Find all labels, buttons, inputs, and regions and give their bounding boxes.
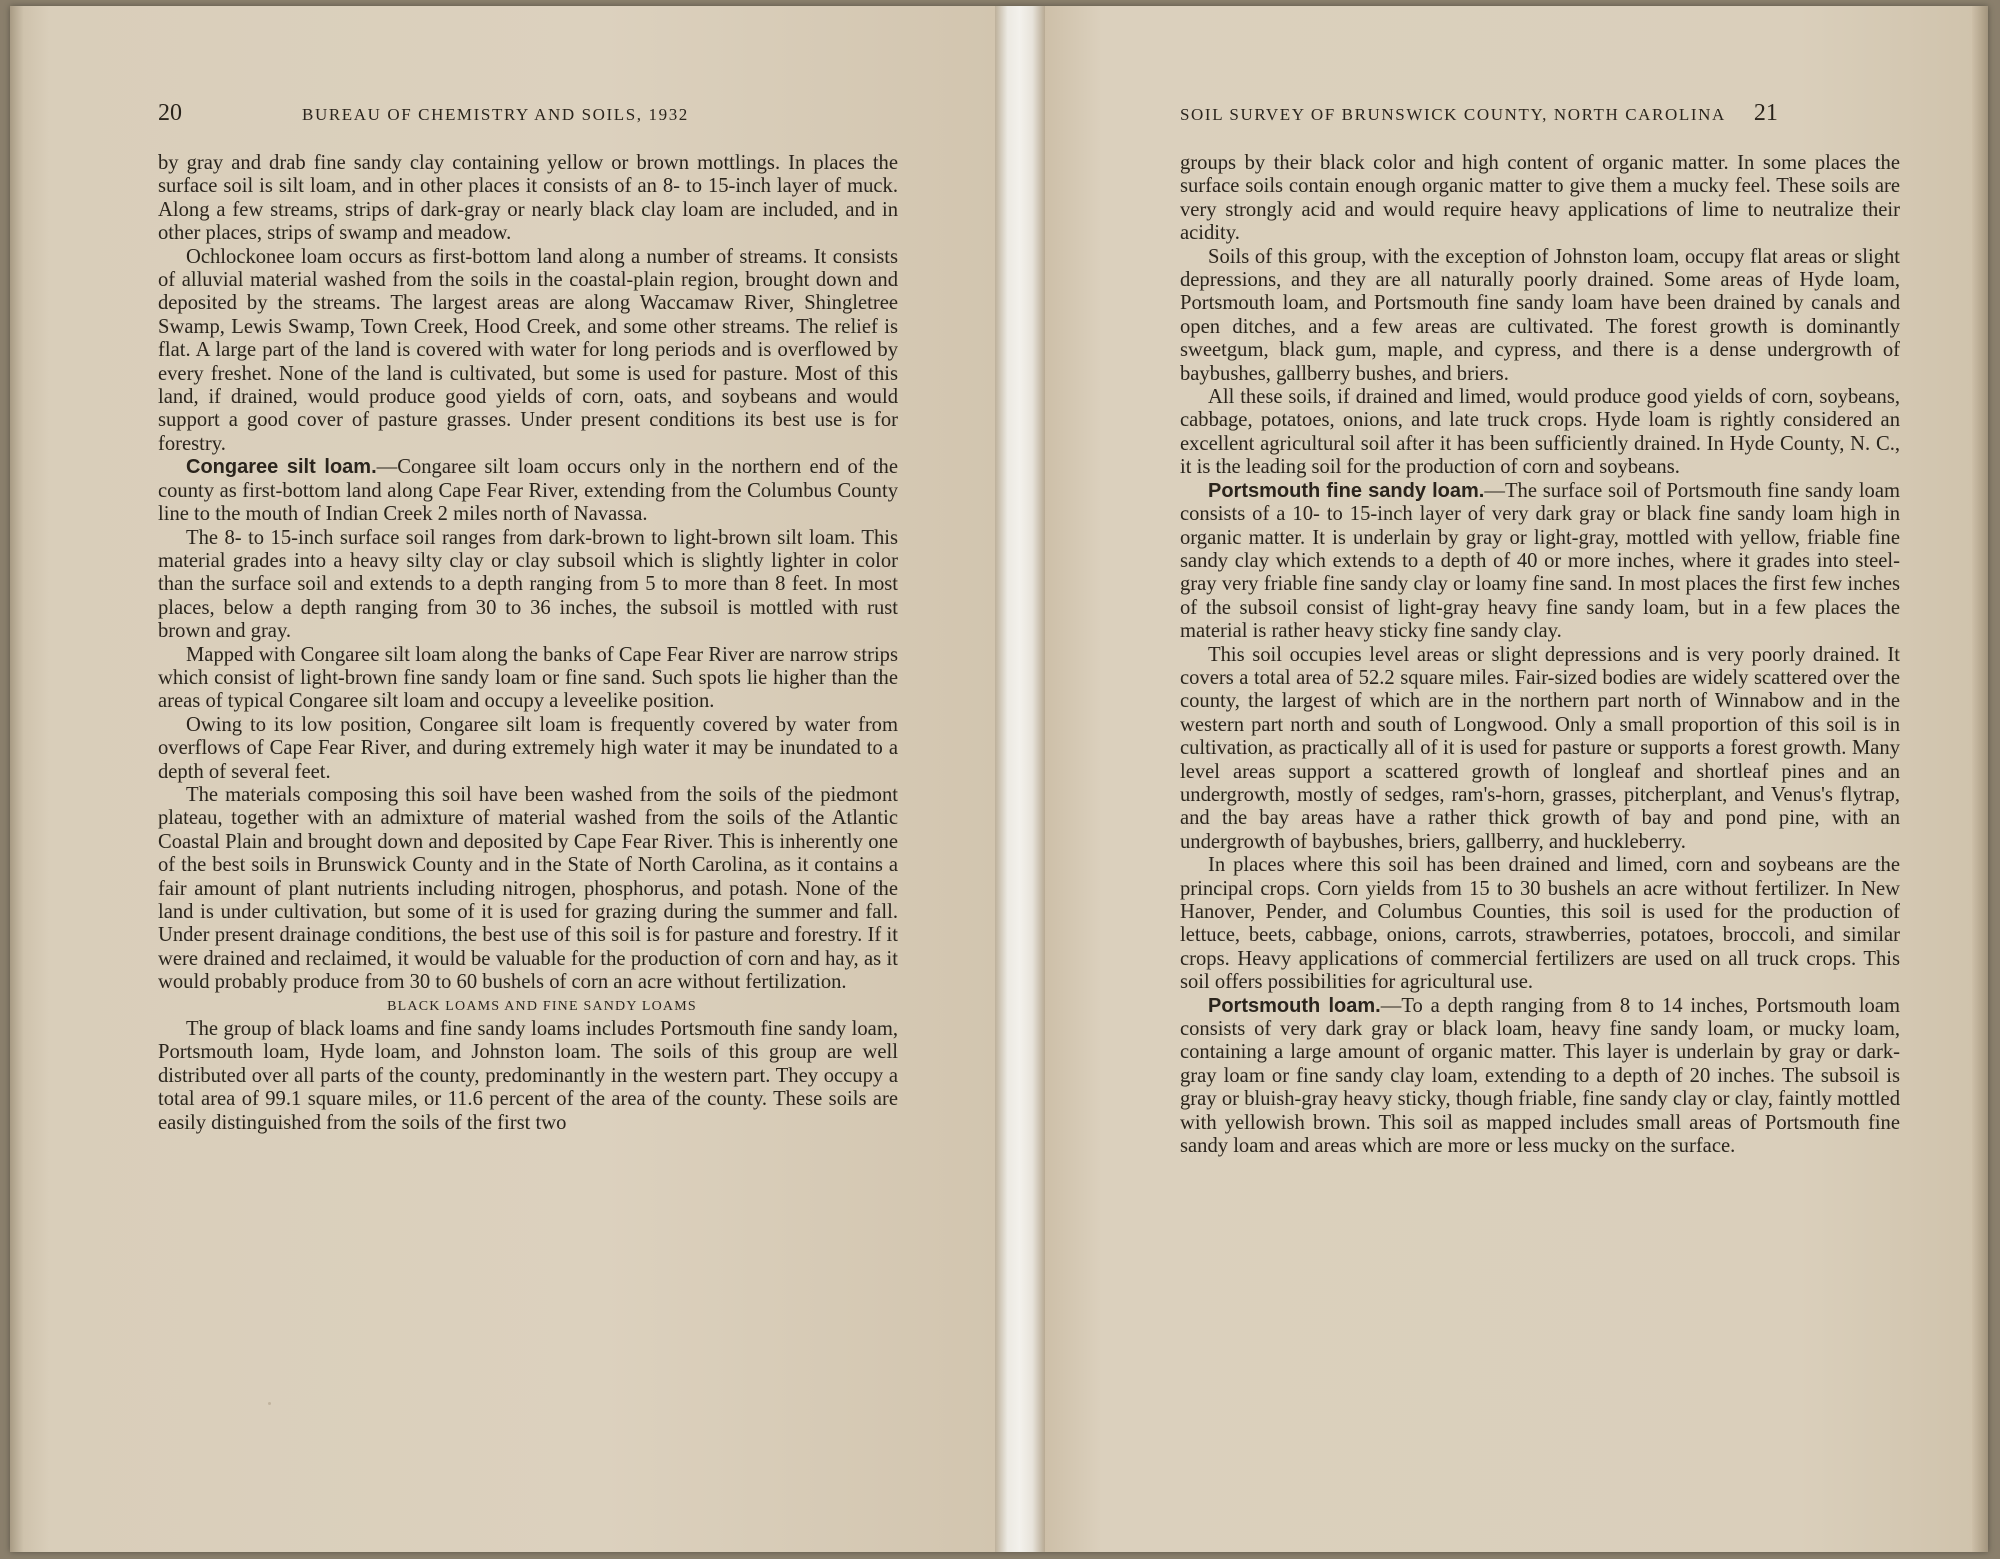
- paper-speck: [268, 1402, 271, 1405]
- right-running-title: SOIL SURVEY OF BRUNSWICK COUNTY, NORTH CAROLINA: [1180, 105, 1726, 124]
- book-gutter: [995, 6, 1045, 1552]
- soil-name-heading: Portsmouth fine sandy loam.: [1208, 479, 1485, 502]
- paragraph: Owing to its low position, Congaree silt loam is frequently covered by water from overflows of Cape Fear River, and during extremely high water it may be inundated to a depth of several feet.: [158, 713, 898, 783]
- page-edge-left: [10, 6, 24, 1552]
- paragraph: This soil occupies level areas or slight depressions and is very poorly drained. It covers a total area of 52.2 square miles. Fair-sized bodies are widely scattered over the county, the largest of which are in the northern part north of Winnabow and in the western part north and south of Longwood. Only a small proportion of this soil is in cultivation, as practically all of it is used for pasture or supports a forest growth. Many level areas support a scattered growth of longleaf and shortleaf pines and an undergrowth, mostly of sedges, ram's-horn, grasses, pitcherplant, and Venus's flytrap, and the bay areas have a rather thick growth of bay and pond pine, with an undergrowth of baybushes, briers, gallberry, and huckleberry.: [1180, 643, 1900, 853]
- congaree-paragraph: [158, 456, 898, 526]
- section-heading: BLACK LOAMS AND FINE SANDY LOAMS: [387, 998, 697, 1014]
- portsmouth-loam-paragraph: [1180, 995, 1900, 1159]
- right-page-body: [1180, 152, 1900, 1158]
- paragraph: Ochlockonee loam occurs as first-bottom land along a number of streams. It consists of alluvial material washed from the soils in the coastal-plain region, brought down and deposited by the streams. The largest areas are along Waccamaw River, Shingletree Swamp, Lewis Swamp, Town Creek, Hood Creek, and some other streams. The relief is flat. A large part of the land is covered with water for long periods and is overflowed by every freshet. None of the land is cultivated, but some is used for pasture. Most of this land, if drained, would produce good yields of corn, oats, and soybeans and would support a good cover of pasture grasses. Under present conditions its best use is for forestry.: [158, 245, 898, 455]
- paragraph: by gray and drab fine sandy clay containing yellow or brown mottlings. In places the surface soil is silt loam, and in other places it consists of an 8- to 15-inch layer of muck. Along a few streams, strips of dark-gray or nearly black clay loam are included, and in other places, strips of swamp and meadow.: [158, 152, 898, 245]
- paragraph-text: —The surface soil of Portsmouth fine sandy loam consists of a 10- to 15-inch layer of very dark gray or black fine sandy loam high in organic matter. It is underlain by gray or light-gray, mottled with yellow, friable fine sandy clay which extends to a depth of 40 or more inches, where it grades into steel-gray very friable fine sandy clay or loamy fine sand. In most places the first few inches of the subsoil consist of light-gray heavy fine sandy loam, but in a few places the material is rather heavy sticky fine sandy clay.: [1180, 479, 1900, 643]
- left-page-number: 20: [158, 100, 182, 126]
- paragraph: All these soils, if drained and limed, would produce good yields of corn, soybeans, cabbage, potatoes, onions, and late truck crops. Hyde loam is rightly considered an excellent agricultural soil after it has been sufficiently drained. In Hyde County, N. C., it is the leading soil for the production of corn and soybeans.: [1180, 386, 1900, 479]
- left-running-title: BUREAU OF CHEMISTRY AND SOILS, 1932: [302, 105, 689, 124]
- right-running-head: [1180, 100, 1900, 130]
- paragraph-text: —Congaree silt loam occurs only in the northern end of the county as first-bottom land along Cape Fear River, extending from the Columbus County line to the mouth of Indian Creek 2 miles north of Navassa.: [158, 456, 898, 526]
- left-page: [10, 6, 995, 1552]
- portsmouth-fsl-paragraph: [1180, 480, 1900, 644]
- soil-name-heading: Congaree silt loam.: [186, 456, 377, 479]
- book-spread: [10, 6, 1988, 1552]
- paragraph: Mapped with Congaree silt loam along the banks of Cape Fear River are narrow strips which consist of light-brown fine sandy loam or fine sand. Such spots lie higher than the areas of typical Congaree silt loam and occupy a leveelike position.: [158, 643, 898, 713]
- paragraph: The 8- to 15-inch surface soil ranges from dark-brown to light-brown silt loam. This material grades into a heavy silty clay or clay subsoil which is slightly lighter in color than the surface soil and extends to a depth ranging from 5 to more than 8 feet. In most places, below a depth ranging from 30 to 36 inches, the subsoil is mottled with rust brown and gray.: [158, 526, 898, 643]
- paragraph: Soils of this group, with the exception of Johnston loam, occupy flat areas or slight depressions, and they are all naturally poorly drained. Some areas of Hyde loam, Portsmouth loam, and Portsmouth fine sandy loam have been drained by canals and open ditches, and a few areas are cultivated. The forest growth is dominantly sweetgum, black gum, maple, and cypress, and there is a dense undergrowth of baybushes, gallberry bushes, and briers.: [1180, 245, 1900, 385]
- right-page: [1045, 6, 1988, 1552]
- paragraph: groups by their black color and high content of organic matter. In some places the surface soils contain enough organic matter to give them a mucky feel. These soils are very strongly acid and would require heavy applications of lime to neutralize their acidity.: [1180, 152, 1900, 245]
- paragraph: In places where this soil has been drained and limed, corn and soybeans are the principal crops. Corn yields from 15 to 30 bushels an acre without fertilizer. In New Hanover, Pender, and Columbus Counties, this soil is used for the production of lettuce, beets, cabbage, onions, carrots, strawberries, potatoes, broccoli, and similar crops. Heavy applications of commercial fertilizers are used on all truck crops. This soil offers possibilities for agricultural use.: [1180, 854, 1900, 994]
- paragraph: The materials composing this soil have been washed from the soils of the piedmont plateau, together with an admixture of material washed from the soils of the Atlantic Coastal Plain and brought down and deposited by Cape Fear River. This is inherently one of the best soils in Brunswick County and in the State of North Carolina, as it contains a fair amount of plant nutrients including nitrogen, phosphorus, and potash. None of the land is under cultivation, but some of it is used for grazing during the summer and fall. Under present drainage conditions, the best use of this soil is for pasture and forestry. If it were drained and reclaimed, it would be valuable for the production of corn and hay, as it would probably produce from 30 to 60 bushels of corn an acre without fertilization.: [158, 783, 898, 994]
- paragraph-text: —To a depth ranging from 8 to 14 inches, Portsmouth loam consists of very dark gray or black loam, heavy fine sandy loam, or mucky loam, containing a large amount of organic matter. This layer is underlain by gray or dark-gray loam or fine sandy clay loam, extending to a depth of 20 inches. The subsoil is gray or bluish-gray heavy sticky, though friable, fine sandy clay or clay, faintly mottled with yellowish brown. This soil as mapped includes small areas of Portsmouth fine sandy loam and areas which are more or less mucky on the surface.: [1180, 994, 1901, 1158]
- left-running-head: [158, 100, 898, 130]
- right-page-number: 21: [1753, 100, 1778, 126]
- left-page-body: [158, 152, 898, 1135]
- soil-name-heading: Portsmouth loam.: [1208, 994, 1381, 1017]
- paragraph: The group of black loams and fine sandy loams includes Portsmouth fine sandy loam, Portsmouth loam, Hyde loam, and Johnston loam. The soils of this group are well distributed over all parts of the county, predominantly in the western part. They occupy a total area of 99.1 square miles, or 11.6 percent of the area of the county. These soils are easily distinguished from the soils of the first two: [158, 1018, 898, 1134]
- page-edge-right: [1972, 6, 1988, 1552]
